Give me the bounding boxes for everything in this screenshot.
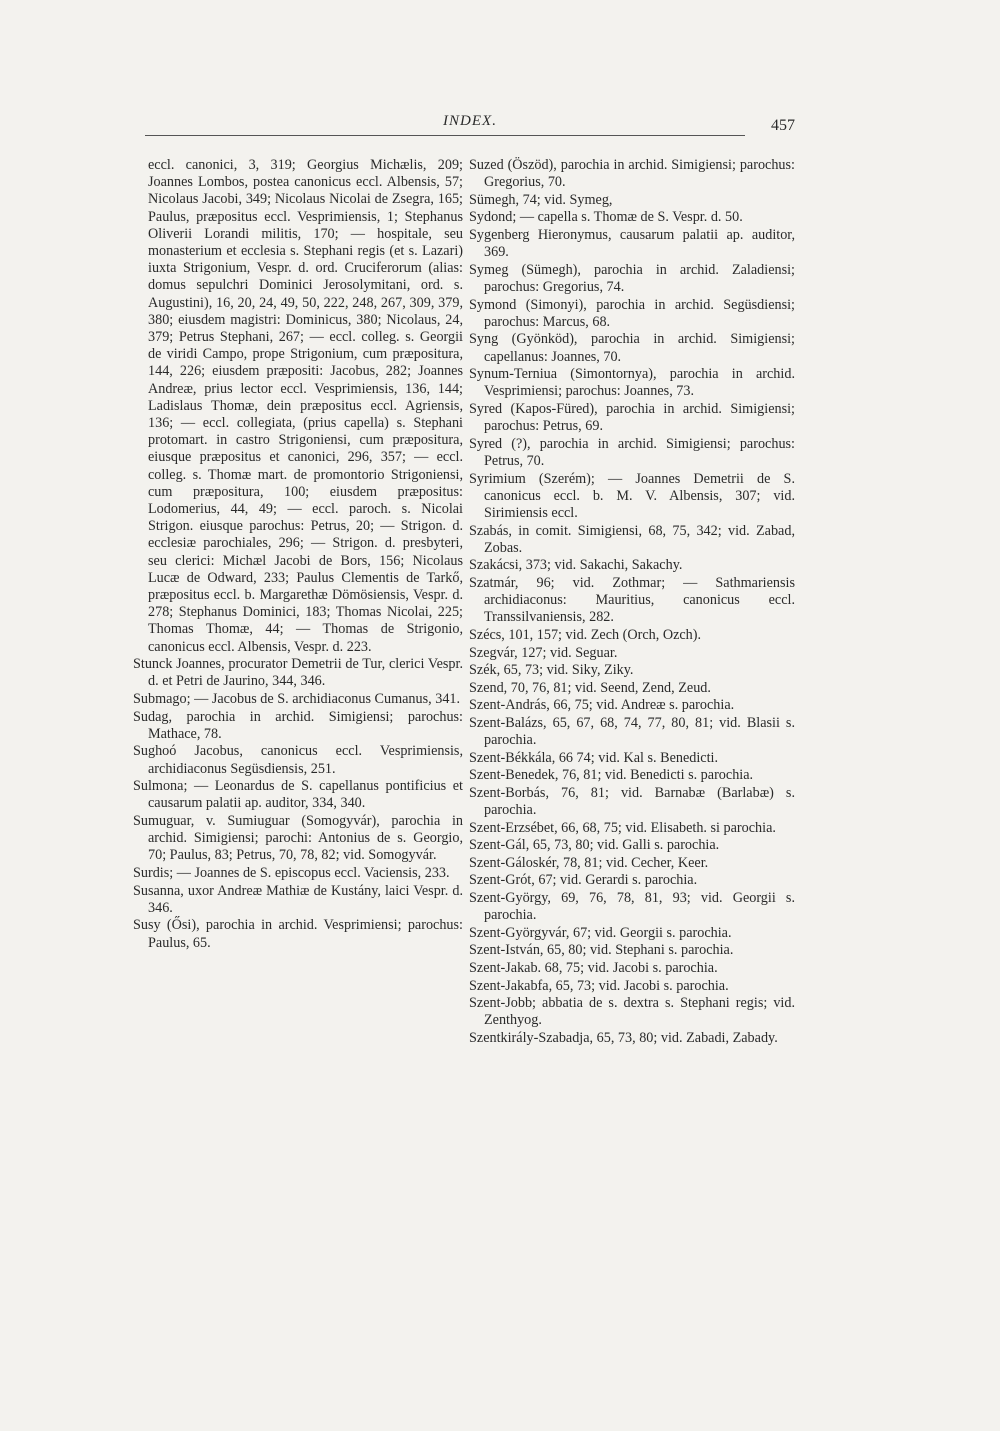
index-entry: Sydond; — capella s. Thomæ de S. Vespr. d. 50. — [469, 209, 743, 226]
index-entry: Szent-Erzsébet, 66, 68, 75; vid. Elisabeth. si parochia. — [469, 819, 776, 836]
index-entry: Szécs, 101, 157; vid. Zech (Orch, Ozch). — [469, 626, 702, 643]
index-entry: Suzed (Öszöd), parochia in archid. Simigiensi; parochus: Gregorius, 70. — [469, 157, 795, 191]
page-number: 457 — [771, 117, 795, 134]
index-entry: Szent-Grót, 67; vid. Gerardi s. parochia. — [469, 872, 698, 889]
index-entry: Symeg (Sümegh), parochia in archid. Zaladiensi; parochus: Gregorius, 74. — [469, 261, 795, 295]
continuation-entry: eccl. canonici, 3, 319; Georgius Michælis, 209; Joannes Lombos, postea canonicus eccl. Albensis, 57; Nicolaus Jacobi, 349; Nicolaus Nicolai de Zsegra, 165; Paulus, præpositus eccl. Vesprimiensis, 1; Stephanus Oliverii Lorandi militis, 170; — hospitale, seu monasterium et ecclesia s. Stephani regis (et s. Lazari) iuxta Strigonium, Vespr. d. ord. Cruciferorum (alias: domus sepulchri Dominici Jerosolymitani, ord. s. Augustini), 16, 20, 24, 49, 50, 222, 248, 267, 309, 379, 380; eiusdem magistri: Dominicus, 380; Nicolaus, 24, 379; Petrus Stephani, 267; — eccl. colleg. s. Georgii de viridi Campo, prope Strigonium, cum præpositura, 144, 226; eiusdem præpositi: Jacobus, 282; Joannes Andreæ, prius lector eccl. Vesprimiensis, 136, 144; Ladislaus Thomæ, dein præpositus eccl. Agriensis, 136; — eccl. collegiata, (prius capella) s. Stephani protomart. in castro Strigoniensi, cum præpositura, eiusque præpositus et canonici, 296, 357; — eccl. colleg. s. Thomæ mart. de promontorio Strigoniensi, cum præpositura, 100; eiusdem præpositus: Lodomerius, 44, 49; — eccl. paroch. s. Nicolai Strigon. eiusque parochus: Petrus, 20; — Strigon. d. ecclesiæ parochiales, 296; — Strigon. d. presbyteri, seu clerici: Michæl Jacobi de Bors, 156; Nicolaus Lucæ de Odward, 233; Paulus Clementis de Tarkő, præpositus eccl. b. Margarethæ Dömösiensis, Vespr. d. 278; Stephanus Dominici, 183; Thomas Nicolai, 225; Thomas Thomæ, 44; — Thomas de Strigonio, canonicus eccl. Albensis, Vespr. d. 223. — [148, 157, 463, 655]
index-column-left — [133, 157, 463, 952]
index-entry: Szent-Gáloskér, 78, 81; vid. Cecher, Keer. — [469, 854, 709, 871]
index-entry: Szentkirály-Szabadja, 65, 73, 80; vid. Zabadi, Zabady. — [469, 1030, 778, 1047]
index-entry: Szent-Jakab. 68, 75; vid. Jacobi s. parochia. — [469, 960, 718, 977]
index-entry: Surdis; — Joannes de S. episcopus eccl. Vaciensis, 233. — [133, 865, 450, 882]
index-entry: Szent-György, 69, 76, 78, 81, 93; vid. Georgii s. parochia. — [469, 890, 795, 924]
running-title: INDEX. — [443, 113, 497, 129]
index-entry: Szent-Györgyvár, 67; vid. Georgii s. parochia. — [469, 924, 732, 941]
index-entry: Sygenberg Hieronymus, causarum palatii ap. auditor, 369. — [469, 226, 795, 261]
index-entry: Szent-Jobb; abbatia de s. dextra s. Stephani regis; vid. Zenthyog. — [469, 995, 795, 1029]
index-entry: Synum-Terniua (Simontornya), parochia in archid. Vesprimiensi; parochus: Joannes, 73. — [469, 366, 795, 400]
index-entry: Szakácsi, 373; vid. Sakachi, Sakachy. — [469, 557, 683, 574]
index-entry: Susanna, uxor Andreæ Mathiæ de Kustány, laici Vespr. d. 346. — [133, 882, 463, 916]
index-entry: Szent-István, 65, 80; vid. Stephani s. parochia. — [469, 942, 734, 959]
index-entry: Szent-Borbás, 76, 81; vid. Barnabæ (Barlabæ) s. parochia. — [469, 784, 795, 819]
index-entry: Szék, 65, 73; vid. Siky, Ziky. — [469, 662, 634, 679]
index-entry: Stunck Joannes, procurator Demetrii de Tur, clerici Vespr. d. et Petri de Jaurino, 344, 346. — [133, 656, 463, 690]
index-entry: Szent-Balázs, 65, 67, 68, 74, 77, 80, 81; vid. Blasii s. parochia. — [469, 714, 795, 749]
index-entry: Sümegh, 74; vid. Symeg, — [469, 191, 613, 208]
index-entry: Szent-Jakabfa, 65, 73; vid. Jacobi s. parochia. — [469, 977, 729, 994]
index-entry: Susy (Ősi), parochia in archid. Vesprimiensi; parochus: Paulus, 65. — [133, 917, 463, 951]
index-entry: Symond (Simonyi), parochia in archid. Següsdiensi; parochus: Marcus, 68. — [469, 296, 795, 330]
index-entry: Syrimium (Szerém); — Joannes Demetrii de S. canonicus eccl. b. M. V. Albensis, 307; vid. Sirimiensis eccl. — [469, 470, 795, 521]
index-entry: Szent-Benedek, 76, 81; vid. Benedicti s. parochia. — [469, 767, 754, 784]
index-entry: Sumuguar, v. Sumiuguar (Somogyvár), parochia in archid. Simigiensi; parochi: Antonius de s. Georgio, 70; Paulus, 83; Petrus, 70, 78, 82; vid. Somogyvár. — [133, 813, 463, 864]
index-entry: Sughoó Jacobus, canonicus eccl. Vesprimiensis, archidiaconus Següsdiensis, 251. — [133, 743, 463, 777]
index-entry: Syred (?), parochia in archid. Simigiensi; parochus: Petrus, 70. — [469, 435, 795, 469]
index-entry: Syng (Gyönköd), parochia in archid. Simigiensi; capellanus: Joannes, 70. — [469, 331, 795, 365]
index-entry: Szend, 70, 76, 81; vid. Seend, Zend, Zeud. — [469, 679, 711, 696]
index-entry: Sulmona; — Leonardus de S. capellanus pontificius et causarum palatii ap. auditor, 334, 340. — [133, 778, 463, 812]
index-column-right — [469, 157, 795, 1048]
index-entry: Submago; — Jacobus de S. archidiaconus Cumanus, 341. — [133, 691, 461, 708]
index-entry: Szent-Gál, 65, 73, 80; vid. Galli s. parochia. — [469, 837, 720, 854]
index-entry: Szegvár, 127; vid. Seguar. — [469, 644, 618, 661]
header-rule — [145, 135, 745, 136]
index-entry: Szent-Békkála, 66 74; vid. Kal s. Benedicti. — [469, 749, 719, 766]
index-entry: Szatmár, 96; vid. Zothmar; — Sathmariensis archidiaconus: Mauritius, canonicus eccl. Transsilvaniensis, 282. — [469, 574, 795, 626]
index-entry: Sudag, parochia in archid. Simigiensi; parochus: Mathace, 78. — [133, 708, 463, 742]
index-entry: Syred (Kapos-Füred), parochia in archid. Simigiensi; parochus: Petrus, 69. — [469, 400, 795, 435]
index-entry: Szabás, in comit. Simigiensi, 68, 75, 342; vid. Zabad, Zobas. — [469, 522, 795, 556]
index-entry: Szent-András, 66, 75; vid. Andreæ s. parochia. — [469, 697, 735, 714]
